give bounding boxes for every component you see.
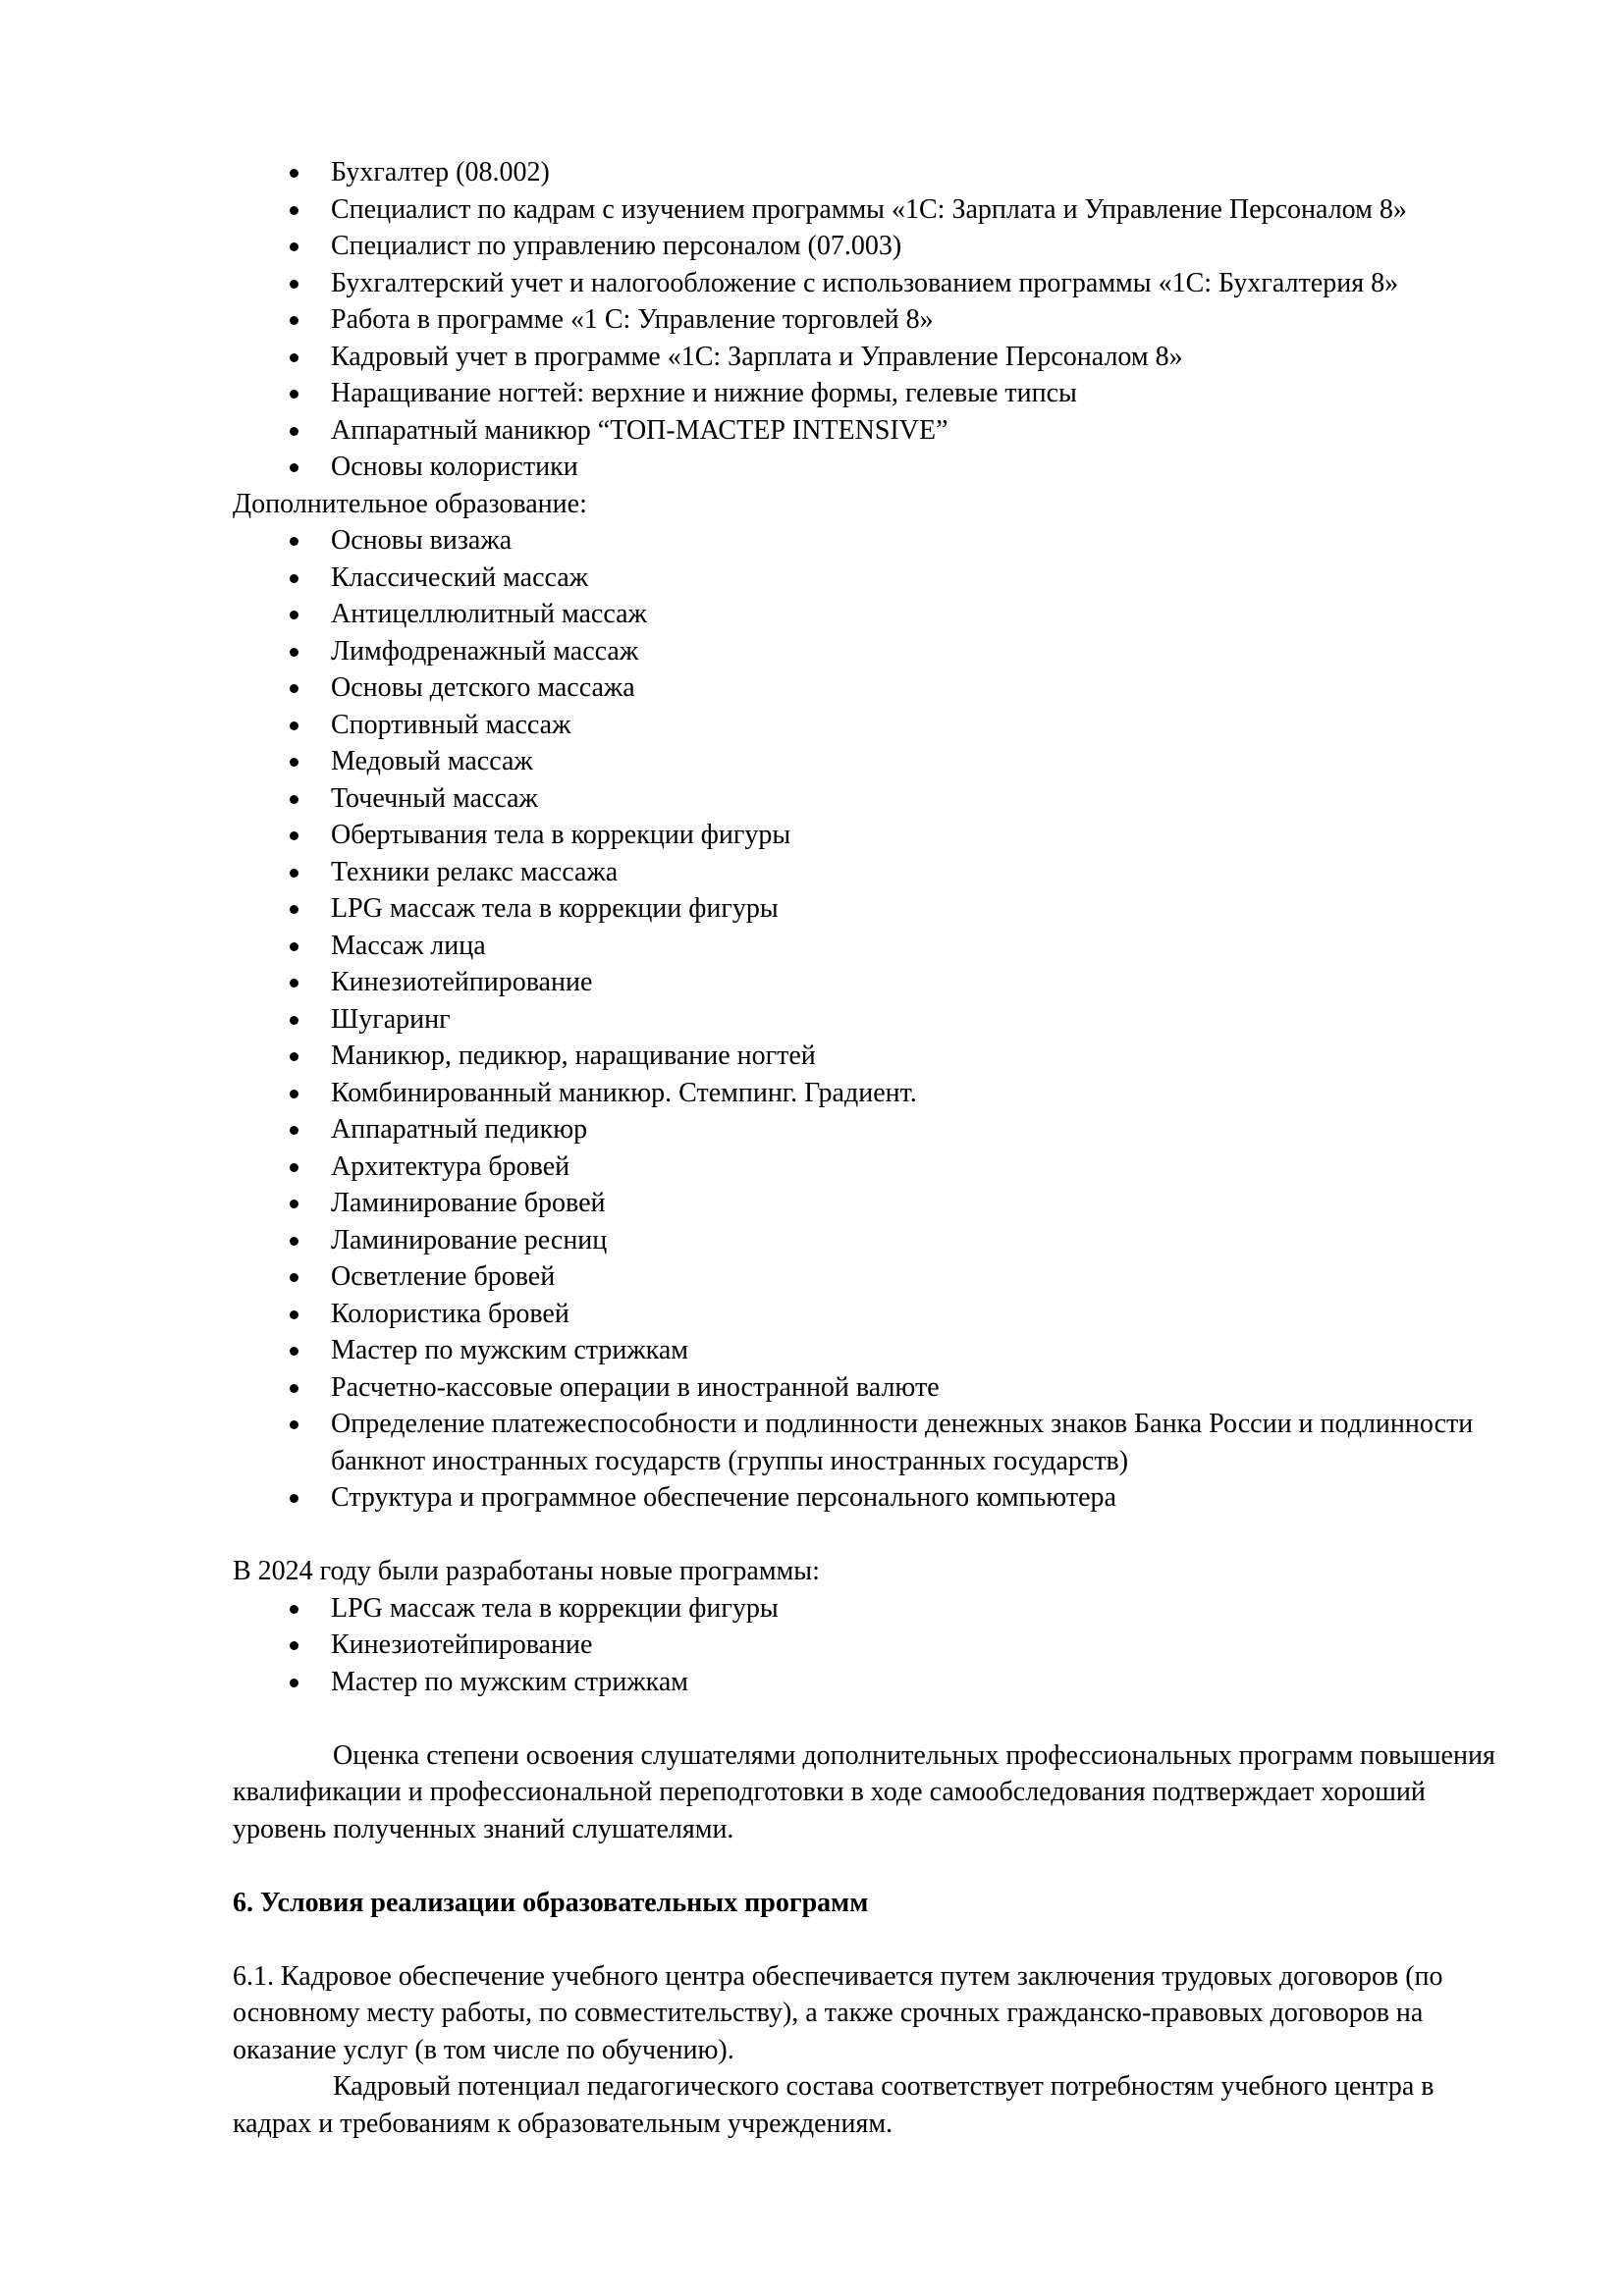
bullet-icon: [290, 316, 298, 325]
bullet-icon: [290, 721, 298, 730]
list-item: [233, 1296, 1509, 1333]
bullet-icon: [290, 905, 298, 914]
list-item-text: Комбинированный маникюр. Стемпинг. Градиент.: [331, 1077, 917, 1108]
list-item: [233, 1001, 1509, 1039]
list-item-text: Структура и программное обеспечение персонального компьютера: [331, 1482, 1116, 1513]
bullet-icon: [290, 1347, 298, 1356]
bullet-icon: [290, 869, 298, 878]
bullet-icon: [290, 1273, 298, 1282]
bullet-icon: [290, 1126, 298, 1135]
list-item: [233, 1038, 1509, 1075]
list-item: [233, 1148, 1509, 1186]
bullet-icon: [290, 1384, 298, 1393]
new-programs-heading: В 2024 году были разработаны новые программы:: [233, 1556, 820, 1586]
list-item-text: Мастер по мужским стрижкам: [331, 1666, 688, 1697]
spacer: [233, 1700, 1509, 1737]
bullet-icon: [290, 1420, 298, 1429]
list-item: [233, 780, 1509, 818]
list-item: [233, 265, 1509, 302]
bullet-icon: [290, 353, 298, 362]
list-item: [233, 743, 1509, 780]
list-item-text: Спортивный массаж: [331, 709, 571, 740]
list-item: [233, 1258, 1509, 1296]
list-item: [233, 412, 1509, 450]
list-item-text: Бухгалтерский учет и налогообложение с использованием программы «1С: Бухгалтерия 8»: [331, 267, 1399, 298]
bullet-icon: [290, 537, 298, 546]
bullet-icon: [290, 242, 298, 251]
list-item-text: Шугаринг: [331, 1003, 451, 1035]
bullet-icon: [290, 1310, 298, 1319]
list-item-text: Мастер по мужским стрижкам: [331, 1335, 688, 1365]
spacer: [233, 1847, 1509, 1885]
new-programs-list: [233, 1590, 1509, 1701]
bullet-icon: [290, 795, 298, 804]
bullet-icon: [290, 1090, 298, 1098]
list-item: [233, 449, 1509, 486]
list-item-text: LPG массаж тела в коррекции фигуры: [331, 893, 779, 924]
list-item: [233, 1185, 1509, 1222]
list-item-text: Лимфодренажный массаж: [331, 635, 639, 667]
page-content: [233, 154, 1509, 2142]
list-item-text: Кинезиотейпирование: [331, 967, 593, 997]
list-item: [233, 1332, 1509, 1369]
staffing-paragraph: 6.1. Кадровое обеспечение учебного центра обеспечивается путем заключения трудовых договоров (по основному месту работы, по совместительству), а также срочных гражданско-правовых договоров на оказание услуг (в том числе по обучению).: [233, 1960, 1443, 2065]
list-item-text: Обертывания тела в коррекции фигуры: [331, 820, 791, 850]
list-item-text: Работа в программе «1 С: Управление торговлей 8»: [331, 304, 934, 335]
list-item-text: Осветление бровей: [331, 1261, 556, 1292]
list-item: [233, 854, 1509, 891]
list-item: [233, 522, 1509, 560]
bullet-icon: [290, 611, 298, 619]
list-item: [233, 1479, 1509, 1517]
list-item-text: Ламинирование бровей: [331, 1188, 606, 1218]
list-item: [233, 1590, 1509, 1628]
list-item: [233, 964, 1509, 1001]
list-item-text: Кинезиотейпирование: [331, 1629, 593, 1660]
bullet-icon: [290, 1200, 298, 1208]
bullet-icon: [290, 1163, 298, 1172]
bullet-icon: [290, 390, 298, 399]
list-item-text: Колористика бровей: [331, 1298, 569, 1329]
list-item-text: LPG массаж тела в коррекции фигуры: [331, 1592, 779, 1624]
bullet-icon: [290, 1237, 298, 1246]
list-item-text: Техники релакс массажа: [331, 856, 619, 887]
bullet-icon: [290, 979, 298, 988]
bullet-icon: [290, 942, 298, 951]
list-item: [233, 301, 1509, 339]
list-item: [233, 1222, 1509, 1259]
list-item: [233, 633, 1509, 670]
bullet-icon: [290, 169, 298, 178]
bullet-icon: [290, 1641, 298, 1650]
bullet-icon: [290, 648, 298, 657]
bullet-icon: [290, 1494, 298, 1503]
spacer: [233, 1517, 1509, 1554]
list-item: [233, 817, 1509, 854]
list-item-text: Антицеллюлитный массаж: [331, 599, 647, 629]
list-item-text: Точечный массаж: [331, 782, 538, 814]
bullet-icon: [290, 1679, 298, 1687]
potential-paragraph: Кадровый потенциал педагогического состава соответствует потребностям учебного центра в кадрах и требованиям к образовательным учреждениям.: [233, 2071, 1435, 2139]
list-item-text: Специалист по управлению персоналом (07.003): [331, 231, 902, 261]
bullet-icon: [290, 1016, 298, 1025]
list-item: [233, 191, 1509, 229]
list-item-text: Основы детского массажа: [331, 672, 635, 703]
list-item: [233, 596, 1509, 633]
list-item-text: Маникюр, педикюр, наращивание ногтей: [331, 1041, 816, 1071]
list-item-text: Аппаратный маникюр “ТОП-МАСТЕР INTENSIVE”: [331, 414, 948, 446]
bullet-icon: [290, 463, 298, 472]
list-item: [233, 1369, 1509, 1407]
bullet-icon: [290, 684, 298, 693]
list-item: [233, 1627, 1509, 1664]
list-item: [233, 560, 1509, 597]
list-item-text: Основы визажа: [331, 525, 513, 556]
bullet-icon: [290, 758, 298, 767]
additional-education-list: [233, 522, 1509, 1517]
bullet-icon: [290, 1052, 298, 1061]
bullet-icon: [290, 280, 298, 289]
assessment-paragraph: Оценка степени освоения слушателями дополнительных профессиональных программ повышения квалификации и профессиональной переподготовки в ходе самообследования подтверждает хороший уровень полученных знаний слушателями.: [233, 1739, 1495, 1844]
list-item: [233, 228, 1509, 265]
list-item-text: Основы колористики: [331, 452, 578, 482]
bullet-icon: [290, 574, 298, 583]
bullet-icon: [290, 1605, 298, 1614]
list-item: [233, 928, 1509, 965]
list-item: [233, 707, 1509, 744]
list-item: [233, 890, 1509, 928]
list-item: [233, 1406, 1509, 1479]
list-item: [233, 375, 1509, 412]
list-item: [233, 1075, 1509, 1112]
list-item-text: Наращивание ногтей: верхние и нижние формы, гелевые типсы: [331, 378, 1077, 408]
spacer: [233, 1921, 1509, 1958]
list-item-text: Архитектура бровей: [331, 1150, 570, 1182]
bullet-icon: [290, 831, 298, 840]
list-item: [233, 1111, 1509, 1148]
list-item: [233, 154, 1509, 191]
bullet-icon: [290, 206, 298, 215]
list-item-text: Бухгалтер (08.002): [331, 157, 550, 187]
list-item-text: Расчетно-кассовые операции в иностранной валюте: [331, 1371, 940, 1403]
list-item-text: Классический массаж: [331, 561, 589, 593]
list-item: [233, 669, 1509, 707]
additional-education-heading: Дополнительное образование:: [233, 488, 587, 519]
section-heading: 6. Условия реализации образовательных программ: [233, 1887, 869, 1918]
list-item: [233, 339, 1509, 376]
list-item-text: Кадровый учет в программе «1С: Зарплата и Управление Персоналом 8»: [331, 341, 1183, 372]
list-item-text: Определение платежеспособности и подлинности денежных знаков Банка России и подлинности банкнот иностранных государств (группы иностранных государств): [331, 1409, 1474, 1476]
list-item-text: Аппаратный педикюр: [331, 1114, 588, 1145]
list-item: [233, 1664, 1509, 1701]
list-item-text: Массаж лица: [331, 930, 486, 961]
list-item-text: Специалист по кадрам с изучением программы «1С: Зарплата и Управление Персоналом 8»: [331, 193, 1407, 225]
list-item-text: Ламинирование ресниц: [331, 1224, 608, 1255]
bullet-icon: [290, 427, 298, 436]
list-item-text: Медовый массаж: [331, 746, 533, 776]
programs-list: [233, 154, 1509, 486]
